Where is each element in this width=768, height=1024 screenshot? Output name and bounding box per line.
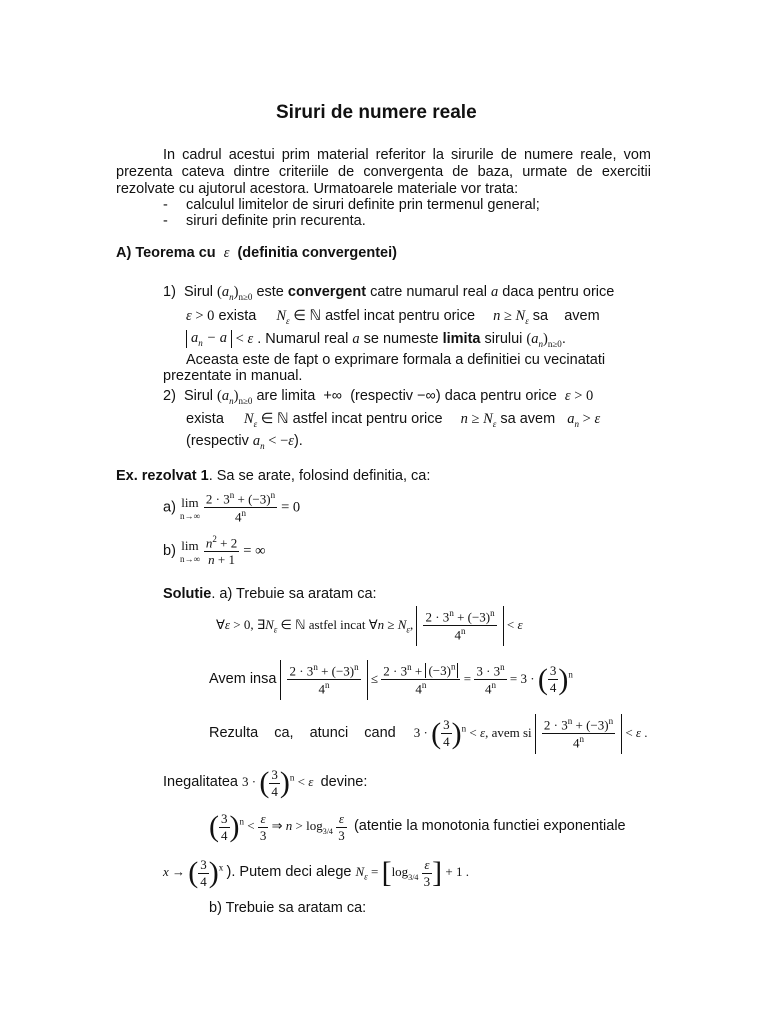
rezulta-line: Rezulta ca, atunci cand 3 · ( $\frac{3}{4}$ )$^n$ < ε, avem si $\frac{2 \cdot 3^n + (-3)^n}{4^n}$ < ε . [209,714,653,754]
section-a-heading: A) Teorema cu ε (definitia convergentei) [116,245,397,261]
intro-line-1: In cadrul acestui prim material referitor la sirurile de numere reale, vom [163,147,651,163]
putem-line: x → ( $\frac{3}{4}$ )$^x$ ). Putem deci alege $N_\varepsilon = [\log_{3/4}$ $\frac{\varepsilon}{3}$ ] + 1 . [163,856,470,889]
intro-line-2: prezenta cateva dintre criteriile de convergenta de baza, urmate de exercitii [116,164,651,180]
example-1-b: b) lim n→∞ $\frac{n^2 + 2}{n + 1}$ = ∞ [163,534,266,568]
bullet-dash-2: - [163,213,168,229]
def1-line-2: ε > 0 exista $N_\varepsilon$ ∈ ℕ astfel incat pentru orice $n \ge N_\varepsilon$ sa avem [186,308,600,326]
part-b-heading: b) Trebuie sa aratam ca: [209,900,367,916]
log-line: ( $\frac{3}{4}$ )$^n$ < $\frac{\varepsilon}{3}$ ⇒ $n > \log_{3/4}$ $\frac{\varepsilon}{3}$ (atentie la monotonia functiei exponentiale [209,810,626,843]
example-1-heading: Ex. rezolvat 1. Sa se arate, folosind definitia, ca: [116,468,431,484]
bullet-item-2: siruri definite prin recurenta. [186,213,366,229]
def1-line-1: 1) Sirul $(a_n)_{n\ge 0}$ este convergent catre numarul real a daca pentru orice [163,284,615,302]
example-1-a: a) lim n→∞ $\frac{2 \cdot 3^n + (-3)^n}{4^n}$ = 0 [163,490,301,525]
def1-line-3: $a_n - a < \varepsilon$ . Numarul real a se numeste limita sirului $(a_n)_{n\ge 0}$. [186,330,566,349]
bullet-item-1: calculul limitelor de siruri definite prin termenul general; [186,197,540,213]
def2-line-3: (respectiv $a_n < -\varepsilon$). [186,433,303,451]
def2-line-1: 2) Sirul $(a_n)_{n\ge 0}$ are limita +∞ (respectiv −∞) daca pentru orice ε > 0 [163,388,594,406]
page-title: Siruri de numere reale [276,102,477,123]
def2-line-2: exista $N_\varepsilon$ ∈ ℕ astfel incat pentru orice $n \ge N_\varepsilon$ sa avem $a_n > \varepsilon$ [186,411,601,429]
solution-heading: Solutie. a) Trebuie sa aratam ca: [163,586,377,602]
solution-condition: ∀ε > 0, $\exists N_\varepsilon$ ∈ ℕ astfel incat ∀n ≥ $N_\varepsilon$, $\frac{2 \cdot 3^n + (-3)^n}{4^n}$ < ε [216,606,523,646]
bullet-dash-1: - [163,197,168,213]
inegalitatea-line: Inegalitatea 3 · ( $\frac{3}{4}$ )$^n$ < ε devine: [163,766,368,799]
intro-line-3: rezolvate cu ajutorul acestora. Urmatoarele materiale vor trata: [116,181,519,197]
def1-note-2: prezentate in manual. [163,368,303,384]
def1-note-1: Aceasta este de fapt o exprimare formala a definitiei cu vecinatati [186,352,606,368]
avem-insa-line: Avem insa $\frac{2 \cdot 3^n + (-3)^n}{4^n}$ ≤ $\frac{2 \cdot 3^n + (-3)^n}{4^n}$ = $\frac{3 \cdot 3^n}{4^n}$ = 3 · ( $\frac{3}{4}$ )$^n$ [209,660,573,700]
